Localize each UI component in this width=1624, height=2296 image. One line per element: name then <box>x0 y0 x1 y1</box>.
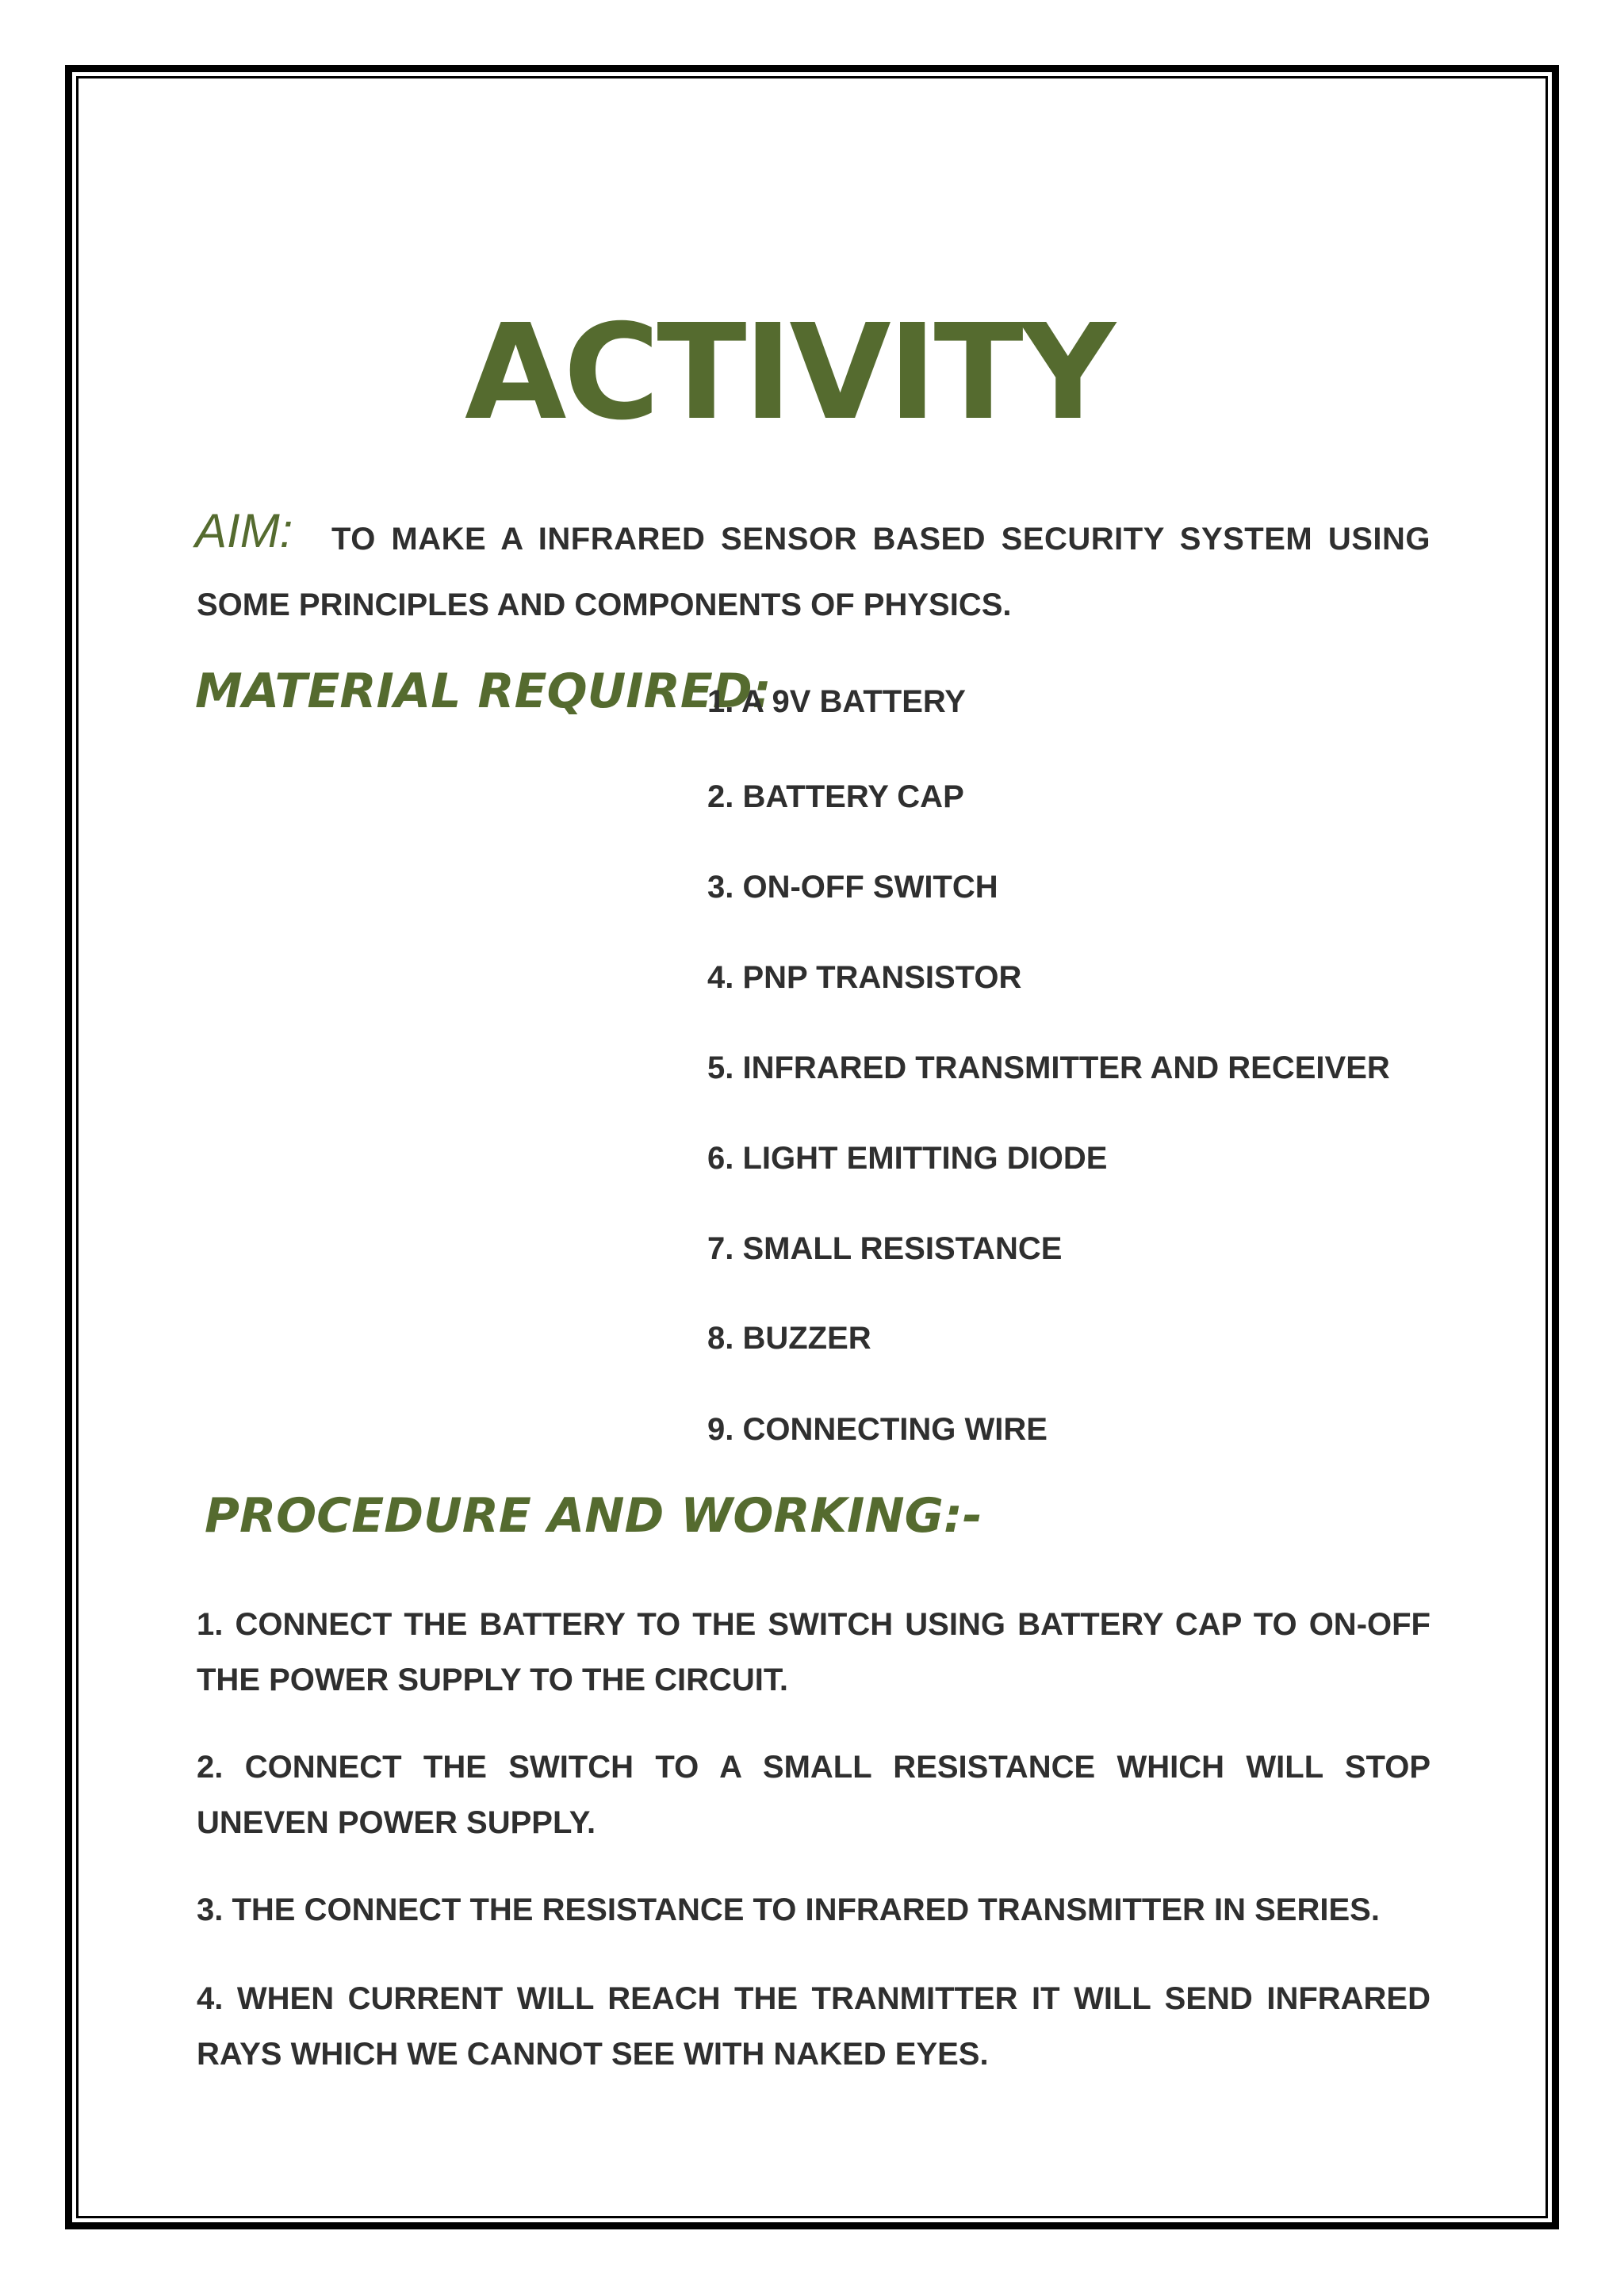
procedure-step: 2. CONNECT THE SWITCH TO A SMALL RESISTANCE WHICH WILL STOP UNEVEN POWER SUPPLY. <box>197 1750 1431 1840</box>
list-item: 3. ON-OFF SWITCH <box>707 870 998 905</box>
procedure-step: 4. WHEN CURRENT WILL REACH THE TRANMITTER IT WILL SEND INFRARED RAYS WHICH WE CANNOT SEE WITH NAKED EYES. <box>197 1981 1431 2072</box>
procedure-step: 3. THE CONNECT THE RESISTANCE TO INFRARED TRANSMITTER IN SERIES. <box>197 1892 1380 1927</box>
procedure-step: 1. CONNECT THE BATTERY TO THE SWITCH USING BATTERY CAP TO ON-OFF THE POWER SUPPLY TO THE CIRCUIT. <box>197 1607 1431 1697</box>
list-item: 2. BATTERY CAP <box>707 779 964 814</box>
aim-text-line-1: TO MAKE A INFRARED SENSOR BASED SECURITY SYSTEM USING <box>331 522 1431 557</box>
list-item: 8. BUZZER <box>707 1321 871 1356</box>
aim-text-line-2: SOME PRINCIPLES AND COMPONENTS OF PHYSICS. <box>197 587 1012 622</box>
list-item: 1. A 9V BATTERY <box>707 684 966 719</box>
procedure-label: PROCEDURE AND WORKING:- <box>205 1488 982 1544</box>
list-item: 6. LIGHT EMITTING DIODE <box>707 1141 1108 1176</box>
page-title: ACTIVITY <box>465 297 1113 450</box>
list-item: 5. INFRARED TRANSMITTER AND RECEIVER <box>707 1050 1390 1085</box>
list-item: 4. PNP TRANSISTOR <box>707 960 1022 995</box>
list-item: 7. SMALL RESISTANCE <box>707 1231 1063 1266</box>
aim-label: AIM: <box>195 504 293 557</box>
material-required-label: MATERIAL REQUIRED: <box>195 664 772 719</box>
list-item: 9. CONNECTING WIRE <box>707 1412 1048 1447</box>
